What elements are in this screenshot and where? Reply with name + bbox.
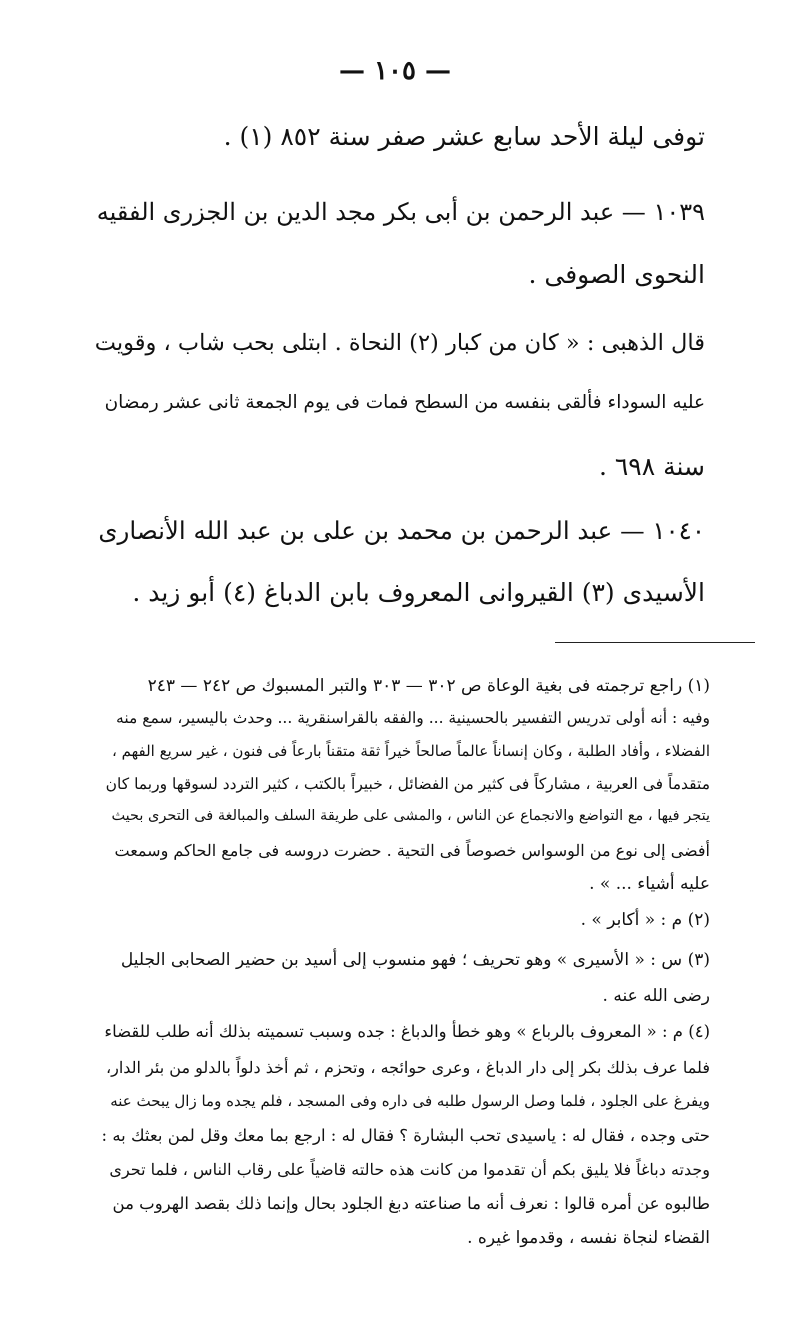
footnote-separator xyxy=(555,642,755,643)
footnote-line: عليه أشياء ... » . xyxy=(589,874,710,894)
footnote-line: طالبوه عن أمره قالوا : نعرف أنه ما صناعته دبغ الجلود بحال وإنما ذلك بقصد الهروب من xyxy=(112,1194,710,1213)
entry-1040-heading: ١٠٤٠ — عبد الرحمن بن محمد بن على بن عبد الله الأنصارى xyxy=(98,516,705,545)
footnote-line: متقدماً فى العربية ، مشاركاً فى كثير من الفضائل ، خبيراً بالكتب ، كثير التردد لسوقها وربما كان xyxy=(105,775,710,793)
footnote-line: رضى الله عنه . xyxy=(602,986,710,1006)
footnote-line: (٣) س : « الأسيرى » وهو تحريف ؛ فهو منسوب إلى أسيد بن حضير الصحابى الجليل xyxy=(120,950,710,970)
entry-1039-heading: ١٠٣٩ — عبد الرحمن بن أبى بكر مجد الدين بن الجزرى الفقيه xyxy=(96,198,705,226)
text-line-6: سنة ٦٩٨ . xyxy=(598,452,705,481)
footnote-line: الفضلاء ، وأفاد الطلبة ، وكان إنساناً عالماً صالحاً خيراً ثقة متقناً بارعاً فى فنون ، غير سريع الفهم ، xyxy=(112,742,710,760)
footnote-line: ويفرغ على الجلود ، فلما وصل الرسول طلبه فى داره وفى المسجد ، فلم يجده وما زال يبحث عنه xyxy=(110,1092,710,1110)
footnote-line: القضاء لنجاة نفسه ، وقدموا غيره . xyxy=(467,1228,710,1248)
page-number: — ١٠٥ — xyxy=(338,56,452,86)
footnote-line: أفضى إلى نوع من الوسواس خصوصاً فى التحية . حضرت دروسه فى جامع الحاكم وسمعت xyxy=(114,841,710,860)
text-line-1: توفى ليلة الأحد سابع عشر صفر سنة ٨٥٢ (١) . xyxy=(223,122,705,151)
text-line-4: قال الذهبى : « كان من كبار (٢) النحاة . ابتلى بحب شاب ، وقويت xyxy=(94,330,705,356)
footnote-line: يتجر فيها ، مع التواضع والانجماع عن الناس ، والمشى على طريقة السلف والمبالغة فى التحرى بحيث xyxy=(111,808,710,824)
footnote-line: وجدته دباغاً فلا يليق بكم أن تقدموا من كانت هذه حالته قاضياً على رقاب الناس ، فلما تحرى xyxy=(109,1160,710,1179)
footnote-line: فلما عرف بذلك بكر إلى دار الدباغ ، وعرى حوائجه ، وتحزم ، ثم أخذ دلواً بالدلو من بئر الدار، xyxy=(105,1058,710,1077)
footnote-line: (١) راجع ترجمته فى بغية الوعاة ص ٣٠٢ — ٣٠٣ والتبر المسبوك ص ٢٤٢ — ٢٤٣ xyxy=(147,676,710,696)
text-line-3: النحوى الصوفى . xyxy=(528,260,705,289)
footnote-line: (٤) م : « المعروف بالرباع » وهو خطأ والدباغ : جده وسبب تسميته بذلك أنه طلب للقضاء xyxy=(104,1022,710,1041)
text-line-8: الأسيدى (٣) القيروانى المعروف بابن الدباغ (٤) أبو زيد . xyxy=(132,578,705,607)
footnote-line: (٢) م : « أكابر » . xyxy=(580,910,710,930)
footnote-line: وفيه : أنه أولى تدريس التفسير بالحسينية ... والفقه بالقراسنقرية ... وحدث باليسير، سمع منه xyxy=(116,709,710,727)
text-line-5: عليه السوداء فألقى بنفسه من السطح فمات فى يوم الجمعة ثانى عشر رمضان xyxy=(104,392,705,413)
footnote-line: حتى وجده ، فقال له : ياسيدى تحب البشارة ؟ فقال له : ارجع بما معك وقل لمن بعثك به : xyxy=(101,1126,710,1145)
